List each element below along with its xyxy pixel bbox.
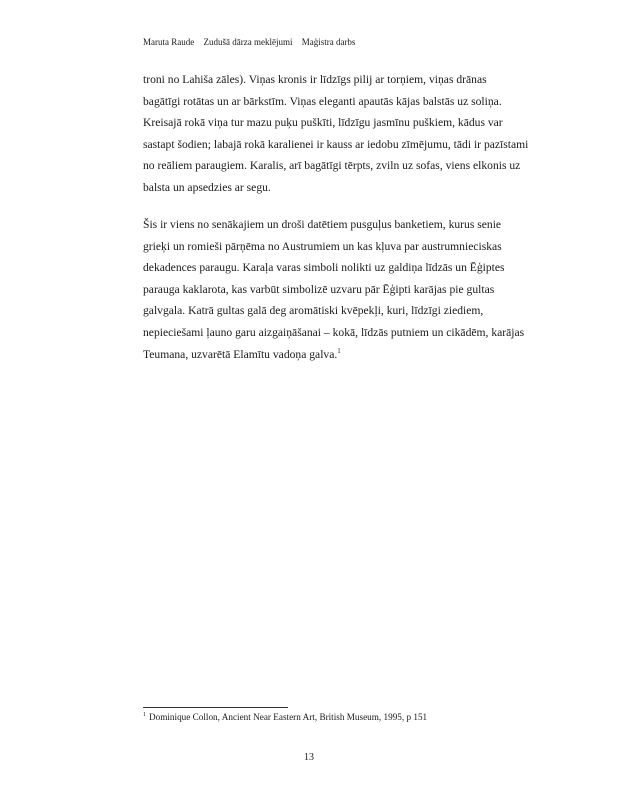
- paragraph-line: grieķi un romieši pārņēma no Austrumiem un kas kļuva par austrumnieciskas: [143, 239, 502, 253]
- paragraph-line: nepieciešami ļauno garu aizgaiņāšanai – kokā, līdzās putniem un cikādēm, karājas: [143, 325, 525, 339]
- paragraph-line: galvgala. Katrā gultas galā deg aromātiski kvēpekļi, kuri, līdzīgi ziediem,: [143, 304, 484, 318]
- paragraph-line: parauga kaklarota, kas varbūt simbolizē uzvaru pār Ēģipti karājas pie gultas: [143, 282, 495, 296]
- footnote: [143, 712, 427, 722]
- paragraph-2: [143, 214, 525, 365]
- paragraph-line: sastapt šodien; labajā rokā karalienei ir kauss ar iedobu zīmējumu, tādi ir pazīstami: [143, 137, 529, 151]
- paragraph-line: dekadences paraugu. Karaļa varas simboli nolikti uz galdiņa līdzās un Ēģiptes: [143, 261, 505, 275]
- footnote-divider: [143, 707, 288, 708]
- paragraph-line-text: Teumana, uzvarētā Elamītu vadoņa galva.: [143, 347, 338, 361]
- header-author: Maruta Raude: [143, 37, 195, 47]
- paragraph-line: Kreisajā rokā viņa tur mazu puķu puškīti, līdzīgu jasmīnu puškiem, kādus var: [143, 116, 503, 130]
- paragraph-line: no reāliem paraugiem. Karalis, arī bagātīgi tērpts, zviln uz sofas, viens elkonis uz: [143, 159, 521, 173]
- footnote-text: Dominique Collon, Ancient Near Eastern Art, British Museum, 1995, p 151: [149, 712, 428, 722]
- paragraph-last-line: [143, 344, 476, 366]
- paragraph-line: Šis ir viens no senākajiem un droši datētiem pusguļus banketiem, kurus senie: [143, 218, 502, 231]
- footnote-marker: 1: [143, 711, 146, 718]
- header-work-type: Maģistra darbs: [301, 37, 356, 47]
- paragraph-1: [143, 69, 529, 199]
- page-number: 13: [304, 752, 314, 763]
- footnote-reference[interactable]: 1: [337, 346, 341, 355]
- paragraph-line: bagātīgi rotātas un ar bārkstīm. Viņas eleganti apautās kājas balstās uz soliņa.: [143, 94, 502, 108]
- paragraph-line: troni no Lahiša zāles). Viņas kronis ir līdzīgs pilij ar torņiem, viņas drānas: [143, 73, 487, 86]
- header-title: Zudušā dārza meklējumi: [203, 37, 293, 47]
- paragraph-line: balsta un apsedzies ar segu.: [143, 180, 271, 194]
- running-header: [143, 37, 355, 47]
